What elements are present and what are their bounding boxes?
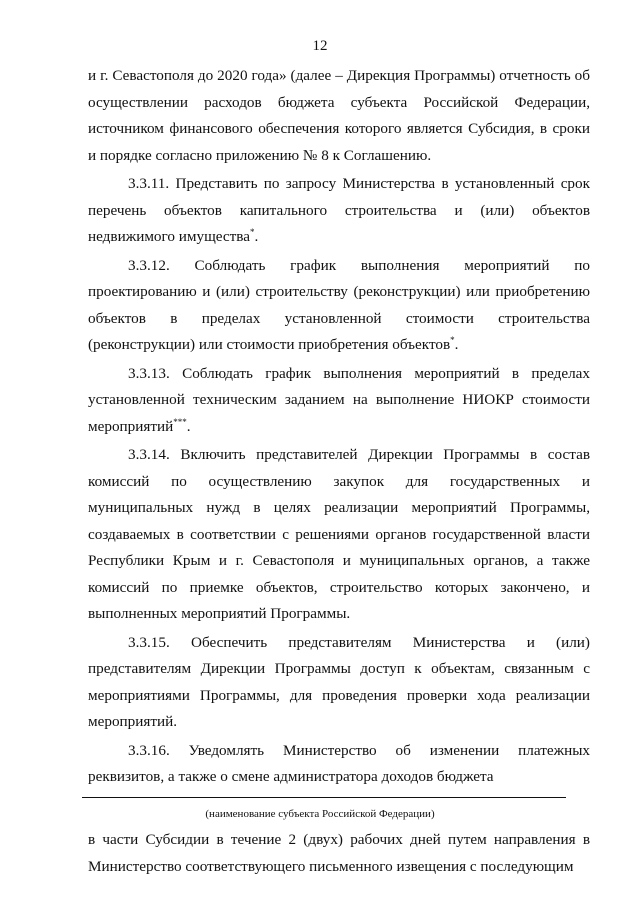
document-tail xyxy=(88,826,590,880)
paragraph-3-3-16 xyxy=(88,738,590,791)
footnote-marker: * xyxy=(450,334,455,345)
paragraph-text: 3.3.14. Включить представителей Дирекции Программы в состав комиссий по осуществлению закупок для государственных и муниципальных нужд в целях реализации мероприятий Программы, создаваемых в соответствии с решениями органов государственной власти Республики Крым и г. Севастополя и муниципальных органов, а также комиссий по приемке объектов, строительство которых закончено, и выполненных мероприятий Программы. xyxy=(88,446,590,622)
footnote-marker: *** xyxy=(173,416,187,427)
paragraph-text: 3.3.13. Соблюдать график выполнения мероприятий в пределах установленной техническим заданием на выполнение НИОКР стоимости мероприятий xyxy=(88,364,590,435)
paragraph-text: 3.3.11. Представить по запросу Министерства в установленный срок перечень объектов капитального строительства и (или) объектов недвижимого имущества xyxy=(88,175,590,245)
paragraph-3-3-12: 3.3.12. Соблюдать график выполнения мероприятий по проектированию и (или) строительству (реконструкции) или приобретению объектов в пределах установленной стоимости строительства (реконструкции) или стоимости приобретения объектов*. xyxy=(88,256,590,353)
page-number: 12 xyxy=(312,38,328,54)
underline-rule xyxy=(82,797,566,798)
paragraph-text: 3.3.16. Уведомлять Министерство об изменении платежных реквизитов, а также о смене администратора доходов бюджета xyxy=(88,741,590,785)
paragraph-continuation xyxy=(88,63,590,169)
paragraph-text: и г. Севастополя до 2020 года» (далее – Дирекция Программы) отчетность об осуществлении расходов бюджета субъекта Российской Федерации, источником финансового обеспечения которого является Субсидия, в сроки и порядке согласно приложению № 8 к Соглашению. xyxy=(88,67,590,164)
document-body xyxy=(88,63,590,791)
paragraph-3-3-13: 3.3.13. Соблюдать график выполнения мероприятий в пределах установленной техническим заданием на выполнение НИОКР стоимости мероприятий***. xyxy=(88,364,590,435)
footnote-marker: * xyxy=(250,226,255,237)
paragraph-text: 3.3.12. Соблюдать график выполнения мероприятий по проектированию и (или) строительству (реконструкции) или приобретению объектов в пределах установленной стоимости строительства (реконструкции) или стоимости приобретения объектов xyxy=(88,256,590,353)
paragraph-text: 3.3.15. Обеспечить представителям Министерства и (или) представителям Дирекции Программы доступ к объектам, связанным с мероприятиями Программы, для проведения проверки хода реализации мероприятий. xyxy=(88,633,590,730)
paragraph-3-3-14 xyxy=(88,442,590,628)
field-caption: (наименование субъекта Российской Федерации) xyxy=(205,808,435,820)
paragraph-continuation-tail: в части Субсидии в течение 2 (двух) рабочих дней путем направления в Министерство соответствующего письменного извещения с последующим xyxy=(88,831,590,875)
paragraph-3-3-11: 3.3.11. Представить по запросу Министерства в установленный срок перечень объектов капитального строительства и (или) объектов недвижимого имущества*. xyxy=(88,175,590,245)
paragraph-3-3-15 xyxy=(88,630,590,736)
